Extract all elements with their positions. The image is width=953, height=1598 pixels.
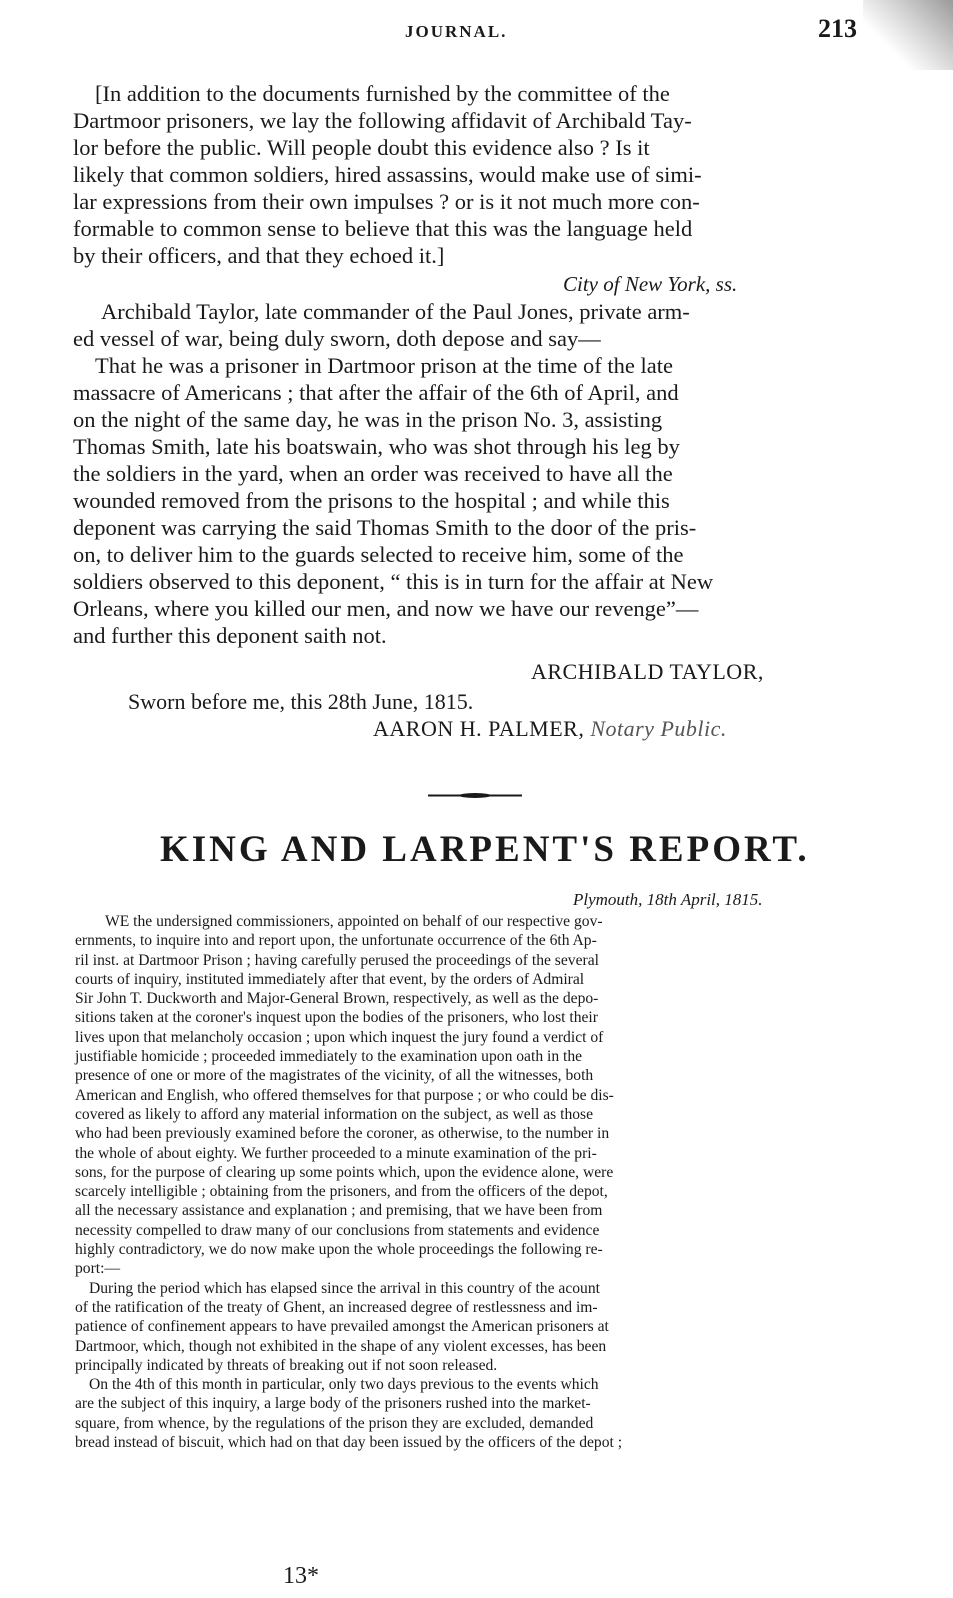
report-line: ernments, to inquire into and report upon, the unfortunate occurrence of the 6th Ap- <box>75 932 597 950</box>
report-line: scarcely intelligible ; obtaining from the prisoners, and from the officers of the depot, <box>75 1183 608 1201</box>
preface-line: [In addition to the documents furnished by the committee of the <box>95 81 670 106</box>
report-body <box>75 912 875 1452</box>
report-line: covered as likely to afford any material information on the subject, as well as those <box>75 1105 594 1123</box>
report-line: WE the undersigned commissioners, appointed on behalf of our respective gov- <box>105 913 603 930</box>
affidavit-line: Orleans, where you killed our men, and now we have our revenge”— <box>73 596 699 621</box>
report-line: port:— <box>75 1260 121 1278</box>
preface-line: formable to common sense to believe that this was the language held <box>73 216 693 241</box>
affidavit-line: That he was a prisoner in Dartmoor prison at the time of the late <box>95 353 673 378</box>
affidavit-line: Archibald Taylor, late commander of the Paul Jones, private arm- <box>101 299 690 324</box>
notary-title: Notary Public. <box>590 716 727 741</box>
report-line: Sir John T. Duckworth and Major-General Brown, respectively, as well as the depo- <box>75 990 599 1008</box>
preface-paragraph <box>73 80 873 269</box>
affidavit-venue: City of New York, ss. <box>563 272 738 296</box>
report-dateline: Plymouth, 18th April, 1815. <box>573 890 763 909</box>
report-title: KING AND LARPENT'S REPORT. <box>160 829 810 870</box>
report-line: sons, for the purpose of clearing up some points which, upon the evidence alone, were <box>75 1163 614 1181</box>
report-line: necessity compelled to draw many of our conclusions from statements and evidence <box>75 1221 600 1239</box>
preface-line: by their officers, and that they echoed it.] <box>73 243 445 268</box>
report-line: sitions taken at the coroner's inquest upon the bodies of the prisoners, who lost their <box>75 1009 598 1027</box>
affidavit-line: massacre of Americans ; that after the affair of the 6th of April, and <box>73 380 679 405</box>
page-corner-smudge <box>863 0 953 70</box>
affidavit-line: and further this deponent saith not. <box>73 623 387 648</box>
affidavit-line: Thomas Smith, late his boatswain, who was shot through his leg by <box>73 434 680 459</box>
report-line: square, from whence, by the regulations of the prison they are excluded, demanded <box>75 1414 594 1432</box>
report-line: bread instead of biscuit, which had on that day been issued by the officers of the depot ; <box>75 1434 623 1452</box>
page-number: 213 <box>818 14 857 43</box>
affidavit-line: on, to deliver him to the guards selected to receive him, some of the <box>73 542 684 567</box>
preface-line: likely that common soldiers, hired assassins, would make use of simi- <box>73 162 702 187</box>
running-title: JOURNAL. <box>405 22 508 41</box>
sworn-statement: Sworn before me, this 28th June, 1815. <box>128 689 474 714</box>
report-line: American and English, who offered themselves for that purpose ; or who could be dis- <box>75 1086 614 1104</box>
report-line: all the necessary assistance and explanation ; and premising, that we have been from <box>75 1202 603 1220</box>
report-line: justifiable homicide ; proceeded immediately to the examination upon oath in the <box>75 1048 583 1066</box>
affidavit-line: wounded removed from the prisons to the hospital ; and while this <box>73 488 670 513</box>
report-line: who had been previously examined before the coroner, as otherwise, to the number in <box>75 1125 610 1143</box>
ornamental-divider <box>428 793 522 798</box>
notary-line <box>373 716 727 742</box>
report-line: ril inst. at Dartmoor Prison ; having carefully perused the proceedings of the several <box>75 951 599 969</box>
report-line: lives upon that melancholy occasion ; upon which inquest the jury found a verdict of <box>75 1028 604 1046</box>
report-line: patience of confinement appears to have prevailed amongst the American prisoners at <box>75 1318 609 1336</box>
preface-line: lar expressions from their own impulses ? or is it not much more con- <box>73 189 700 214</box>
report-line: On the 4th of this month in particular, only two days previous to the events which <box>89 1376 599 1394</box>
affidavit-line: deponent was carrying the said Thomas Smith to the door of the pris- <box>73 515 697 540</box>
report-line: of the ratification of the treaty of Ghent, an increased degree of restlessness and im- <box>75 1298 598 1316</box>
preface-line: lor before the public. Will people doubt this evidence also ? Is it <box>73 135 650 160</box>
report-line: courts of inquiry, instituted immediately after that event, by the orders of Admiral <box>75 970 585 988</box>
report-line: the whole of about eighty. We further proceeded to a minute examination of the pri- <box>75 1144 597 1162</box>
report-line: principally indicated by threats of breaking out if not soon released. <box>75 1356 498 1374</box>
affidavit-line: on the night of the same day, he was in the prison No. 3, assisting <box>73 407 663 432</box>
affidavit-line: ed vessel of war, being duly sworn, doth depose and say— <box>73 326 601 351</box>
report-line: are the subject of this inquiry, a large body of the prisoners rushed into the market- <box>75 1395 591 1413</box>
affidavit-line: the soldiers in the yard, when an order was received to have all the <box>73 461 673 486</box>
report-line: highly contradictory, we do now make upon the whole proceedings the following re- <box>75 1241 603 1259</box>
affidavit-paragraph <box>73 298 873 649</box>
report-line: Dartmoor, which, though not exhibited in the shape of any violent excesses, has been <box>75 1337 607 1355</box>
affidavit-line: soldiers observed to this deponent, “ this is in turn for the affair at New <box>73 569 714 594</box>
report-line: During the period which has elapsed since the arrival in this country of the acount <box>89 1279 600 1297</box>
affiant-signature: ARCHIBALD TAYLOR, <box>531 659 764 684</box>
report-line: presence of one or more of the magistrates of the vicinity, of all the witnesses, both <box>75 1067 594 1085</box>
notary-name: AARON H. PALMER, <box>373 716 585 741</box>
preface-line: Dartmoor prisoners, we lay the following affidavit of Archibald Tay- <box>73 108 692 133</box>
printer-signature-mark: 13* <box>283 1563 319 1589</box>
